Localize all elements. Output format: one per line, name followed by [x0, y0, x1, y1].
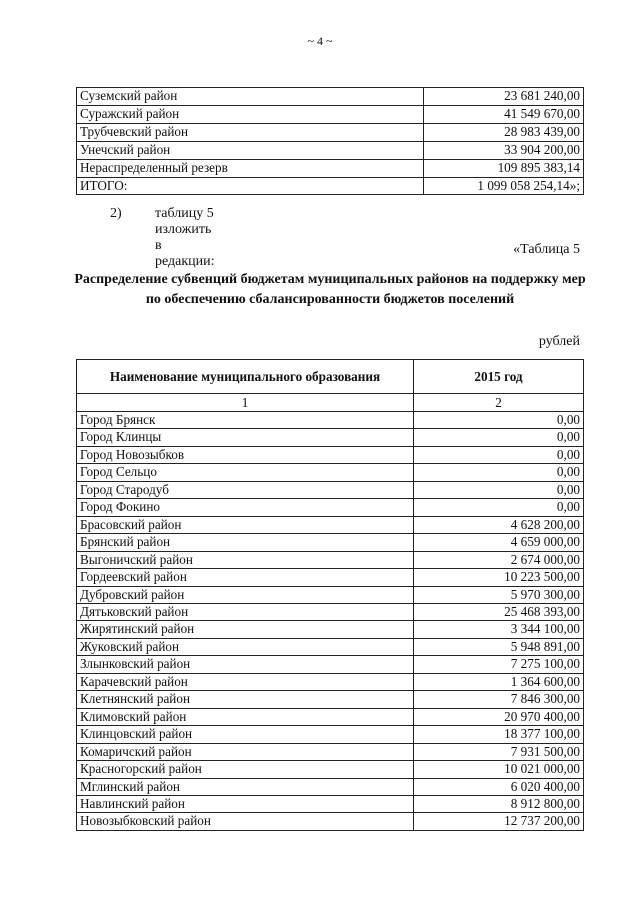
table-index-row	[77, 394, 584, 412]
row-name: Город Брянск	[77, 412, 414, 429]
row-name: Карачевский район	[77, 673, 414, 690]
row-name: Новозыбковский район	[77, 813, 414, 830]
row-name: Дятьковский район	[77, 603, 414, 620]
row-value: 18 377 100,00	[414, 726, 584, 743]
row-name: Город Фокино	[77, 499, 414, 516]
table-row	[77, 464, 584, 481]
row-value: 41 549 670,00	[424, 105, 584, 123]
row-name: Выгоничский район	[77, 551, 414, 568]
row-value: 6 020 400,00	[414, 778, 584, 795]
row-value: 4 628 200,00	[414, 516, 584, 533]
table-row	[77, 673, 584, 690]
row-name: ИТОГО:	[77, 177, 424, 195]
row-name: Клетнянский район	[77, 691, 414, 708]
index-col-2: 2	[414, 394, 584, 412]
table-row	[77, 656, 584, 673]
row-name: Город Сельцо	[77, 464, 414, 481]
table-5	[76, 359, 584, 831]
table-row	[77, 429, 584, 446]
header-col-year: 2015 год	[414, 360, 584, 394]
table-row	[77, 177, 584, 195]
row-name: Брасовский район	[77, 516, 414, 533]
row-name: Город Клинцы	[77, 429, 414, 446]
row-value: 23 681 240,00	[424, 88, 584, 106]
table-row	[77, 586, 584, 603]
row-value: 0,00	[414, 412, 584, 429]
table-row	[77, 603, 584, 620]
table-row	[77, 516, 584, 533]
row-value: 7 931 500,00	[414, 743, 584, 760]
row-name: Дубровский район	[77, 586, 414, 603]
row-name: Злынковский район	[77, 656, 414, 673]
table-row	[77, 778, 584, 795]
table-row	[77, 795, 584, 812]
row-value: 0,00	[414, 446, 584, 463]
row-value: 0,00	[414, 481, 584, 498]
row-value: 0,00	[414, 429, 584, 446]
row-value: 28 983 439,00	[424, 123, 584, 141]
table-row	[77, 123, 584, 141]
unit-label: рублей	[538, 334, 580, 349]
row-value: 1 364 600,00	[414, 673, 584, 690]
row-value: 10 223 500,00	[414, 569, 584, 586]
table-row	[77, 691, 584, 708]
row-name: Комаричский район	[77, 743, 414, 760]
table-row	[77, 481, 584, 498]
row-name: Климовский район	[77, 708, 414, 725]
row-value: 7 846 300,00	[414, 691, 584, 708]
row-value: 3 344 100,00	[414, 621, 584, 638]
row-value: 4 659 000,00	[414, 534, 584, 551]
row-value: 10 021 000,00	[414, 761, 584, 778]
table-row	[77, 141, 584, 159]
row-name: Гордеевский район	[77, 569, 414, 586]
row-name: Красногорский район	[77, 761, 414, 778]
row-name: Нераспределенный резерв	[77, 159, 424, 177]
row-value: 1 099 058 254,14»;	[424, 177, 584, 195]
row-name: Унечский район	[77, 141, 424, 159]
item-text: таблицу 5 изложить в редакции:	[155, 206, 215, 269]
table-row	[77, 88, 584, 106]
table-title: Распределение субвенций бюджетам муниципальных районов на поддержку мер по обеспечению сбалансированности бюджетов поселений	[74, 272, 586, 307]
table-row	[77, 534, 584, 551]
header-col-name: Наименование муниципального образования	[77, 360, 414, 394]
row-name: Трубчевский район	[77, 123, 424, 141]
row-name: Брянский район	[77, 534, 414, 551]
row-value: 7 275 100,00	[414, 656, 584, 673]
row-value: 5 948 891,00	[414, 638, 584, 655]
row-name: Навлинский район	[77, 795, 414, 812]
row-name: Жирятинский район	[77, 621, 414, 638]
table-row	[77, 761, 584, 778]
row-name: Жуковский район	[77, 638, 414, 655]
table-row	[77, 551, 584, 568]
item-number: 2)	[110, 206, 122, 221]
row-value: 5 970 300,00	[414, 586, 584, 603]
table-header-row	[77, 360, 584, 394]
table-row	[77, 708, 584, 725]
row-value: 2 674 000,00	[414, 551, 584, 568]
row-value: 8 912 800,00	[414, 795, 584, 812]
table-row	[77, 159, 584, 177]
row-value: 12 737 200,00	[414, 813, 584, 830]
row-value: 0,00	[414, 499, 584, 516]
top-table	[76, 87, 584, 195]
table-row	[77, 638, 584, 655]
row-name: Суземский район	[77, 88, 424, 106]
table-row	[77, 412, 584, 429]
row-name: Мглинский район	[77, 778, 414, 795]
table-row	[77, 726, 584, 743]
row-name: Суражский район	[77, 105, 424, 123]
row-value: 20 970 400,00	[414, 708, 584, 725]
row-value: 33 904 200,00	[424, 141, 584, 159]
index-col-1: 1	[77, 394, 414, 412]
table-row	[77, 569, 584, 586]
page-number: ~ 4 ~	[307, 34, 333, 48]
table-row	[77, 499, 584, 516]
table-row	[77, 621, 584, 638]
row-value: 0,00	[414, 464, 584, 481]
row-value: 25 468 393,00	[414, 603, 584, 620]
table-row	[77, 743, 584, 760]
row-name: Клинцовский район	[77, 726, 414, 743]
row-name: Город Новозыбков	[77, 446, 414, 463]
table-label: «Таблица 5	[513, 242, 580, 257]
table-row	[77, 446, 584, 463]
table-row	[77, 813, 584, 830]
table-row	[77, 105, 584, 123]
row-name: Город Стародуб	[77, 481, 414, 498]
row-value: 109 895 383,14	[424, 159, 584, 177]
